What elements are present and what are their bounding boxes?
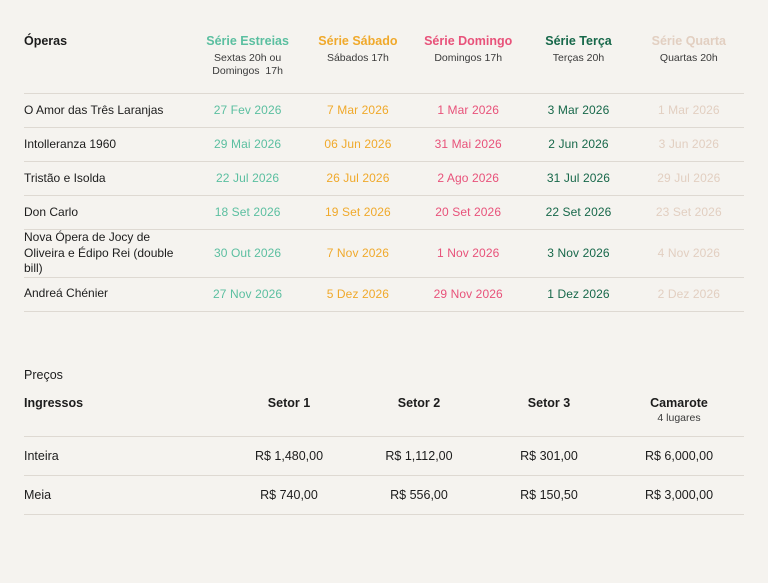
performance-date: 2 Jun 2026 — [548, 137, 609, 152]
schedule-header-operas: Óperas — [24, 34, 68, 48]
performance-date: 29 Mai 2026 — [214, 137, 282, 152]
serie-sabado-name: Série Sábado — [318, 34, 398, 48]
performance-date: 26 Jul 2026 — [326, 171, 390, 186]
opera-season-page — [0, 34, 768, 583]
performance-date: 23 Set 2026 — [655, 205, 722, 220]
performance-date: 22 Jul 2026 — [216, 171, 280, 186]
performance-date: 3 Jun 2026 — [658, 137, 720, 152]
performance-date: 7 Mar 2026 — [327, 103, 389, 118]
performance-date: 19 Set 2026 — [324, 205, 391, 220]
schedule-header-serie-terca — [523, 34, 633, 93]
schedule-header — [24, 34, 744, 93]
prices-header-ingressos: Ingressos — [24, 395, 84, 410]
schedule-body — [24, 93, 744, 311]
schedule-header-serie-domingo — [413, 34, 523, 93]
performance-date: 1 Mar 2026 — [437, 103, 500, 118]
serie-quarta-subtitle: Quartas 20h — [659, 51, 718, 64]
table-row — [24, 195, 744, 229]
opera-title: Tristão e Isolda — [24, 170, 106, 185]
serie-terca-name: Série Terça — [545, 34, 612, 48]
serie-quarta-name: Série Quarta — [651, 34, 726, 48]
serie-domingo-name: Série Domingo — [424, 34, 513, 48]
price-value: R$ 6,000,00 — [644, 448, 714, 463]
opera-title: Andreá Chénier — [24, 286, 109, 301]
performance-date: 27 Nov 2026 — [213, 287, 283, 302]
serie-terca-subtitle: Terças 20h — [552, 51, 605, 64]
performance-date: 31 Mai 2026 — [434, 137, 502, 152]
performance-date: 06 Jun 2026 — [324, 137, 392, 152]
prices-body — [24, 436, 744, 514]
table-row — [24, 93, 744, 127]
opera-title: Nova Ópera de Jocy de Oliveira e Édipo Rei (double bill) — [24, 229, 174, 276]
schedule-header-serie-quarta — [634, 34, 744, 93]
prices-header-camarote-label: Camarote — [650, 395, 708, 410]
table-row — [24, 127, 744, 161]
performance-date: 5 Dez 2026 — [326, 287, 390, 302]
price-value: R$ 1,112,00 — [385, 448, 453, 463]
price-row-label: Meia — [24, 487, 52, 502]
schedule-header-serie-sabado — [303, 34, 413, 93]
table-row — [24, 436, 744, 475]
opera-title: Don Carlo — [24, 204, 79, 219]
serie-estreias-subtitle: Sextas 20h ou Domingos 17h — [212, 51, 283, 78]
prices-header-setor-3 — [484, 396, 614, 437]
price-value: R$ 740,00 — [260, 487, 318, 502]
price-value: R$ 301,00 — [520, 448, 578, 463]
prices-header-setor-2-label: Setor 2 — [397, 395, 441, 410]
opera-title: Intolleranza 1960 — [24, 136, 117, 151]
price-value: R$ 3,000,00 — [644, 487, 714, 502]
performance-date: 7 Nov 2026 — [326, 246, 390, 261]
schedule-table — [24, 34, 744, 312]
performance-date: 2 Dez 2026 — [657, 287, 721, 302]
performance-date: 29 Nov 2026 — [433, 287, 503, 302]
performance-date: 31 Jul 2026 — [546, 171, 611, 186]
prices-header-setor-3-label: Setor 3 — [527, 395, 571, 410]
performance-date: 30 Out 2026 — [214, 246, 282, 261]
table-row — [24, 277, 744, 311]
price-row-label: Inteira — [24, 448, 59, 463]
table-row — [24, 161, 744, 195]
opera-title: O Amor das Três Laranjas — [24, 102, 164, 117]
performance-date: 1 Nov 2026 — [437, 246, 500, 261]
prices-table — [24, 396, 744, 515]
price-value: R$ 1,480,00 — [254, 448, 324, 463]
serie-estreias-name: Série Estreias — [206, 34, 289, 48]
prices-header-camarote-sub: 4 lugares — [657, 411, 701, 424]
serie-sabado-subtitle: Sábados 17h — [326, 51, 389, 64]
table-row — [24, 475, 744, 514]
performance-date: 1 Mar 2026 — [657, 103, 720, 118]
performance-date: 4 Nov 2026 — [657, 246, 721, 261]
prices-section-title: Preços — [24, 367, 63, 382]
performance-date: 22 Set 2026 — [545, 205, 612, 220]
price-value: R$ 556,00 — [390, 487, 448, 502]
prices-header-setor-1 — [224, 396, 354, 437]
performance-date: 3 Mar 2026 — [547, 103, 610, 118]
schedule-header-serie-estreias — [192, 34, 302, 93]
performance-date: 3 Nov 2026 — [547, 246, 610, 261]
serie-domingo-subtitle: Domingos 17h — [434, 51, 503, 64]
price-value: R$ 150,50 — [520, 487, 578, 502]
performance-date: 29 Jul 2026 — [657, 171, 721, 186]
prices-header-camarote — [614, 396, 744, 437]
performance-date: 1 Dez 2026 — [547, 287, 610, 302]
performance-date: 2 Ago 2026 — [437, 171, 500, 186]
table-row — [24, 229, 744, 277]
prices-header — [24, 396, 744, 437]
prices-header-setor-1-label: Setor 1 — [267, 395, 311, 410]
prices-header-setor-2 — [354, 396, 484, 437]
performance-date: 27 Fev 2026 — [213, 103, 282, 118]
performance-date: 18 Set 2026 — [214, 205, 281, 220]
performance-date: 20 Set 2026 — [435, 205, 502, 220]
